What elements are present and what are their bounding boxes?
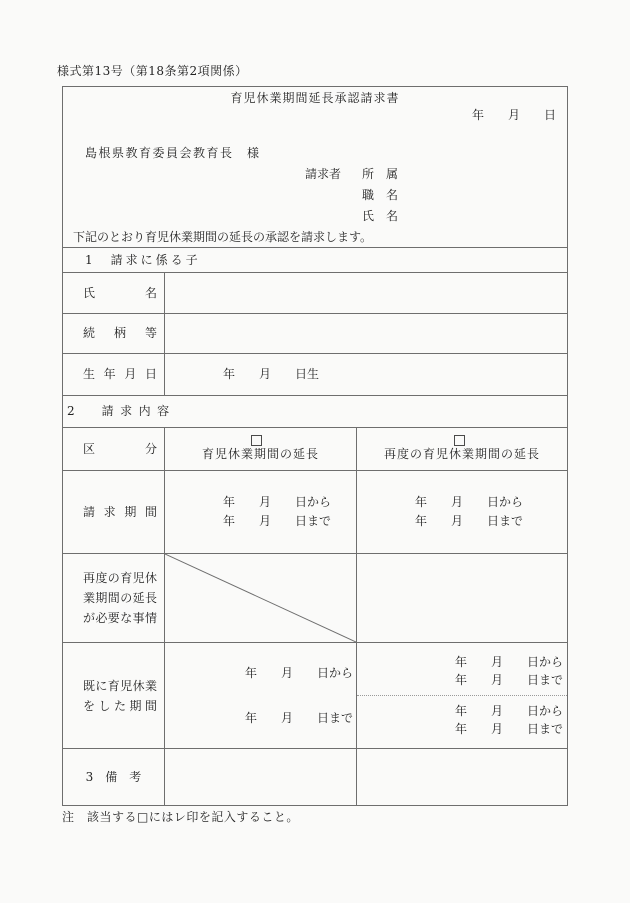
- reason-crossed-cell: [165, 554, 357, 642]
- request-period-col1-area[interactable]: [165, 471, 357, 553]
- relationship-input-area[interactable]: [165, 314, 567, 353]
- remarks-row: [63, 748, 567, 805]
- birthdate-label-cell: [63, 354, 165, 395]
- reason-label-cell: [63, 554, 165, 642]
- leave-taken-row: [63, 642, 567, 748]
- period-to-template: 年 月 日まで: [415, 514, 524, 528]
- category-option1-cell: [165, 428, 357, 470]
- section1-heading: 1 請求に係る子: [85, 252, 201, 267]
- reason-row: [63, 553, 567, 642]
- relationship-label-cell: [63, 314, 165, 353]
- relationship-row: [63, 313, 567, 353]
- child-name-label: 氏 名: [83, 285, 157, 300]
- request-period-label-cell: [63, 471, 165, 553]
- section2-heading: 請求内容: [101, 404, 176, 418]
- period-to-template: 年 月 日まで: [223, 514, 332, 528]
- category-row: [63, 427, 567, 470]
- remarks-input-area-left[interactable]: [165, 749, 357, 805]
- checkbox-extension-icon[interactable]: [251, 435, 262, 446]
- taken-from-template: 年 月 日から: [245, 666, 354, 680]
- leave-taken-label: 既に育児休業をした期間: [83, 678, 157, 713]
- date-line: 年 月 日: [471, 108, 556, 122]
- relationship-label: 続 柄 等: [83, 326, 157, 340]
- child-name-input-area[interactable]: [165, 273, 567, 313]
- form-border-box: [62, 86, 568, 806]
- leave-taken-col2-area[interactable]: [357, 643, 567, 748]
- leave-taken-label-cell: [63, 643, 165, 748]
- category-label: 区 分: [83, 441, 157, 456]
- birthdate-template: 年 月 日生: [223, 367, 320, 381]
- taken-from-template: 年 月 日から: [454, 704, 563, 718]
- leave-taken-col1-area[interactable]: [165, 643, 357, 748]
- form-number: 様式第13号（第18条第2項関係）: [57, 64, 248, 78]
- taken-from-template: 年 月 日から: [454, 655, 563, 669]
- dotted-divider: [357, 695, 567, 696]
- request-period-row: [63, 470, 567, 553]
- diagonal-strikethrough-line: [165, 554, 356, 642]
- addressee-line: 島根県教育委員会教育長 様: [85, 146, 261, 160]
- taken-to-template: 年 月 日まで: [245, 711, 354, 725]
- footnote: 注 該当する□にはレ印を記入すること。: [62, 810, 299, 824]
- request-period-col2-area[interactable]: [357, 471, 567, 553]
- claimant-jobtitle-row: [305, 185, 398, 206]
- claimant-label-spacer: [305, 185, 362, 206]
- reason-input-area[interactable]: [357, 554, 567, 642]
- claimant-label: 請求者: [305, 167, 342, 181]
- period-from-template: 年 月 日から: [223, 495, 332, 509]
- taken-to-template: 年 月 日まで: [454, 722, 563, 736]
- birthdate-label: 生 年 月 日: [83, 367, 157, 381]
- checkbox-re-extension-icon[interactable]: [454, 435, 465, 446]
- section2-heading-number: 2: [67, 404, 75, 418]
- category-option1-label: 育児休業期間の延長: [201, 447, 319, 461]
- section2-heading-row: [63, 395, 567, 427]
- declaration-line: 下記のとおり育児休業期間の延長の承認を請求します。: [73, 230, 373, 244]
- birthdate-row: [63, 353, 567, 395]
- child-name-row: [63, 272, 567, 313]
- claimant-affiliation-row: [305, 164, 398, 185]
- claimant-label-spacer: [305, 206, 362, 227]
- request-period-label: 請 求 期 間: [83, 504, 157, 519]
- period-from-template: 年 月 日から: [415, 495, 524, 509]
- child-name-label-cell: [63, 273, 165, 313]
- category-option2-label: 再度の育児休業期間の延長: [383, 447, 540, 461]
- section1-heading-row: [63, 247, 567, 272]
- taken-to-template: 年 月 日まで: [454, 673, 563, 687]
- claimant-affiliation-label: 所 属: [362, 167, 399, 181]
- claimant-name-row: [305, 206, 398, 227]
- claimant-jobtitle-label: 職 名: [362, 188, 399, 202]
- taken-col2-second-group: [357, 702, 567, 738]
- remarks-label-cell: [63, 749, 165, 805]
- remarks-label: 3 備 考: [85, 769, 142, 784]
- category-option2-cell: [357, 428, 567, 470]
- taken-col2-first-group: [357, 653, 567, 689]
- birthdate-input-area[interactable]: [165, 354, 567, 395]
- category-label-cell: [63, 428, 165, 470]
- remarks-input-area-right[interactable]: [357, 749, 567, 805]
- form-title: 育児休業期間延長承認請求書: [230, 91, 400, 105]
- claimant-name-label: 氏 名: [362, 209, 399, 223]
- claimant-block: [305, 164, 398, 227]
- reason-label: 再度の育児休業期間の延長が必要な事情: [83, 571, 157, 625]
